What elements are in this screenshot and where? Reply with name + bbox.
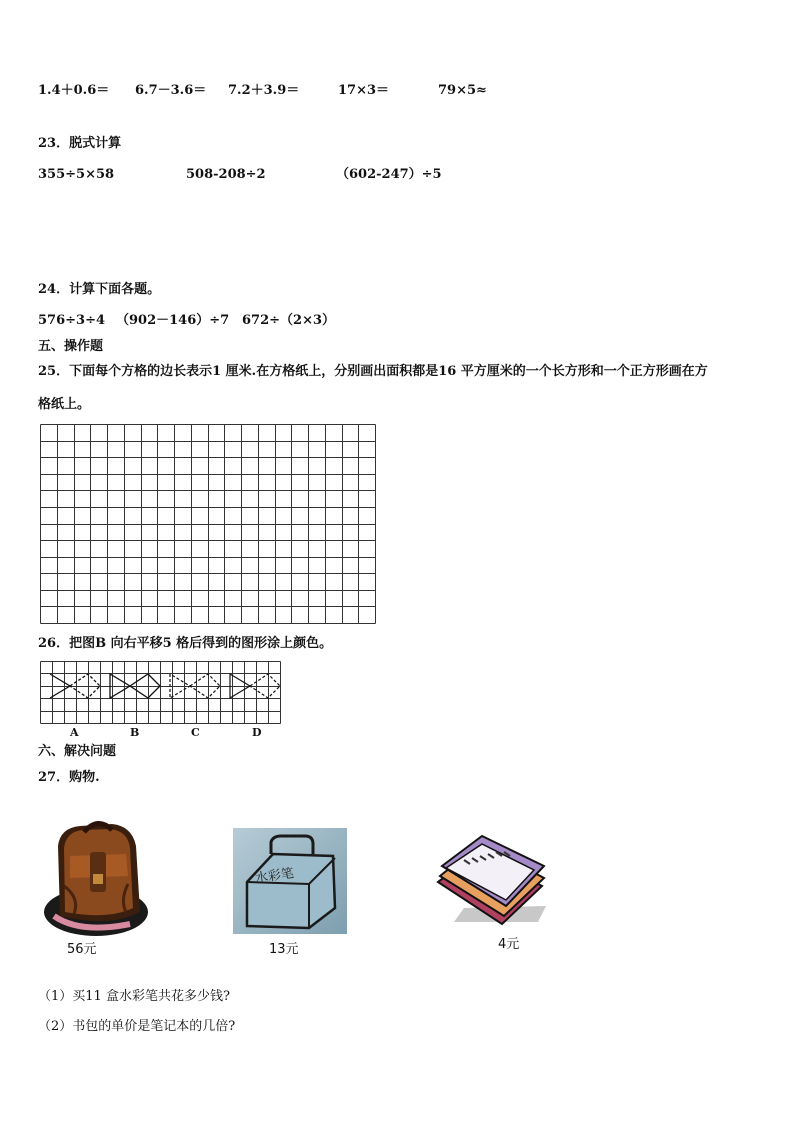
q23-item-3: （602-247）÷5: [336, 167, 442, 182]
q25-text-line1: 25．下面每个方格的边长表示1 厘米.在方格纸上，分别画出面积都是16 平方厘米的一个长方形和一个正方形画在方: [38, 364, 708, 379]
watercolor-pen-box-image: [233, 828, 347, 934]
quick-calc-2: 6.7－3.6＝: [135, 83, 207, 98]
section-5-heading: 五、操作题: [38, 339, 104, 354]
label-c: C: [191, 726, 200, 739]
label-b: B: [130, 726, 140, 739]
q23-item-2: 508-208÷2: [186, 167, 266, 182]
translation-grid: [40, 661, 281, 724]
q27-sub-1: （1）买11 盒水彩笔共花多少钱?: [38, 989, 230, 1004]
label-d: D: [252, 726, 262, 739]
q24-item-3: 672÷（2×3）: [242, 313, 336, 328]
q23-item-1: 355÷5×58: [38, 167, 115, 182]
notebooks-image: [434, 836, 546, 926]
quick-calc-1: 1.4＋0.6＝: [38, 83, 110, 98]
q24-item-1: 576÷3÷4: [38, 313, 106, 328]
section-6-heading: 六、解决问题: [38, 744, 117, 759]
q24-title: 24．计算下面各题。: [38, 282, 161, 297]
watercolor-pen-box-price: 13元: [269, 942, 299, 957]
q24-item-2: （902－146）÷7: [116, 313, 230, 328]
q27-sub-2: （2）书包的单价是笔记本的几倍?: [38, 1019, 236, 1034]
q23-title: 23．脱式计算: [38, 136, 122, 151]
backpack-price: 56元: [67, 942, 97, 957]
backpack-image: [40, 816, 152, 940]
q25-text-line2: 格纸上。: [38, 397, 91, 412]
q26-title: 26．把图B 向右平移5 格后得到的图形涂上颜色。: [38, 636, 333, 651]
box-text: 水彩笔: [254, 866, 295, 887]
notebooks-price: 4元: [498, 937, 520, 952]
quick-calc-3: 7.2＋3.9＝: [228, 83, 300, 98]
quick-calc-5: 79×5≈: [438, 83, 487, 98]
grid-paper[interactable]: [40, 424, 376, 624]
q27-title: 27．购物.: [38, 770, 100, 785]
quick-calc-4: 17×3＝: [338, 83, 390, 98]
label-a: A: [70, 726, 79, 739]
